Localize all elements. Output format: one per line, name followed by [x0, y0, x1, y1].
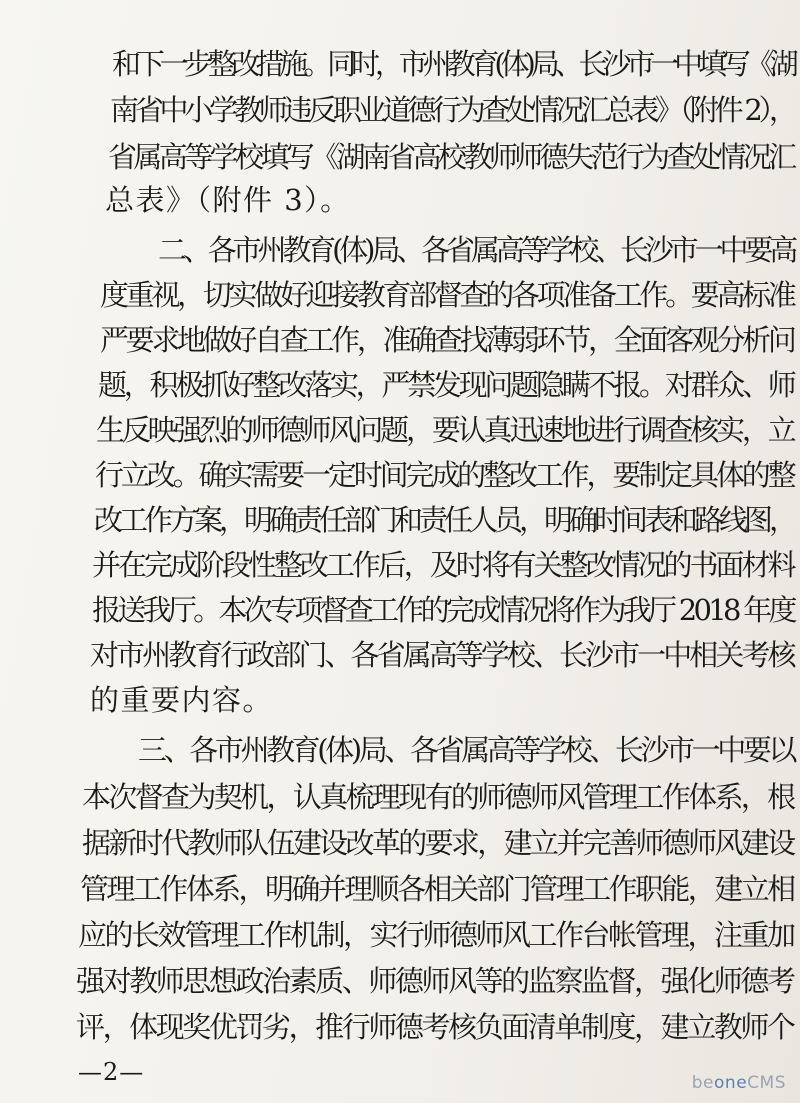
text-line: 严要求地做好自查工作，准确查找薄弱环节，全面客观分析问: [100, 323, 794, 357]
page-number: —2—: [78, 1058, 145, 1086]
watermark-part: be: [691, 1073, 715, 1093]
text-line: 总表》（附件 3）。: [105, 183, 351, 217]
watermark-logo: [692, 1073, 786, 1093]
text-line: 行立改。确实需要一定时间完成的整改工作，要制定具体的整: [95, 458, 794, 492]
text-line: 评，体现奖优罚劣，推行师德考核负面清单制度，建立教师个: [76, 1010, 794, 1044]
watermark-part: one: [714, 1073, 748, 1093]
text-line: 生反映强烈的师德师风问题，要认真迅速地进行调查核实，立: [96, 413, 794, 447]
text-line: 度重视，切实做好迎接教育部督查的各项准备工作。要高标准: [100, 278, 794, 312]
text-line: 据新时代教师队伍建设改革的要求，建立并完善师德师风建设: [82, 826, 794, 860]
text-line: 南省中小学教师违反职业道德行为查处情况汇总表》（附件 2），: [110, 93, 794, 127]
text-line: 三、各市州教育(体)局、各省属高等学校、长沙市一中要以: [138, 733, 795, 767]
text-line: 并在完成阶段性整改工作后，及时将有关整改情况的书面材料: [92, 548, 794, 582]
text-line: 的重要内容。: [90, 683, 274, 717]
text-line: 二、各市州教育(体)局、各省属高等学校、长沙市一中要高: [158, 233, 795, 267]
text-line: 本次督查为契机，认真梳理现有的师德师风管理工作体系，根: [82, 780, 794, 814]
text-line: 强对教师思想政治素质、师德师风等的监察监督，强化师德考: [76, 964, 794, 998]
text-line: 改工作方案，明确责任部门和责任人员，明确时间表和路线图，: [94, 503, 795, 537]
watermark-part: CMS: [747, 1073, 786, 1093]
text-line: 对市州教育行政部门、各省属高等学校、长沙市一中相关考核: [90, 638, 794, 672]
text-line: 省属高等学校填写《湖南省高校教师师德失范行为查处情况汇: [108, 140, 794, 174]
text-line: 应的长效管理工作机制，实行师德师风工作台帐管理，注重加: [78, 918, 794, 952]
text-line: 报送我厅。本次专项督查工作的完成情况将作为我厅 2018 年度: [92, 593, 794, 627]
text-line: 和下一步整改措施。同时，市州教育(体)局、长沙市一中填写《湖: [112, 47, 794, 81]
text-line: 管理工作体系，明确并理顺各相关部门管理工作职能，建立相: [80, 872, 794, 906]
text-line: 题，积极抓好整改落实，严禁发现问题隐瞒不报。对群众、师: [98, 368, 794, 402]
